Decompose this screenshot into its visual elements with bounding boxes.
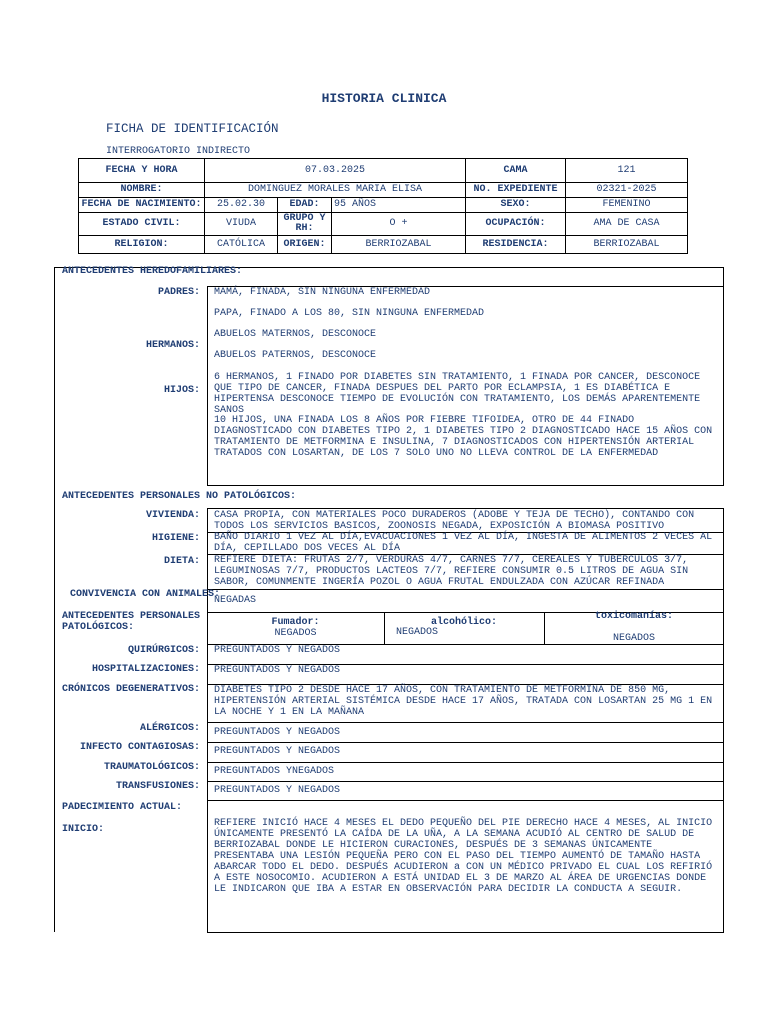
- quirurgicos-text: PREGUNTADOS Y NEGADOS: [214, 645, 341, 656]
- residencia-value: BERRIOZABAL: [566, 236, 688, 254]
- vivienda-text: CASA PROPIA, CON MATERIALES POCO DURADEROS (ADOBE Y TEJA DE TECHO), CONTANDO CON TODOS LOS SERVICIOS BASICOS, ZOONOSIS NEGADA, EXPOSICIÓN A BIOMASA POSITIVO: [214, 510, 695, 532]
- transfusiones-label: TRANSFUSIONES:: [115, 781, 200, 792]
- cronicos-label: CRÓNICOS DEGENERATIVOS:: [61, 684, 200, 695]
- form-right-border-top: [723, 267, 724, 287]
- interrogatorio-type: INTERROGATORIO INDIRECTO: [106, 146, 251, 157]
- padres-mama: MAMÁ, FINADA, SIN NINGUNA ENFERMEDAD: [214, 287, 431, 298]
- higiene-label: HIGIENE:: [151, 533, 200, 544]
- section-title-identificacion: FICHA DE IDENTIFICACIÓN: [106, 122, 279, 136]
- ocupacion-value: AMA DE CASA: [566, 213, 688, 236]
- ocupacion-label: OCUPACIÓN:: [466, 213, 566, 236]
- estado-civil-value: VIUDA: [205, 213, 278, 236]
- edad-label: EDAD:: [278, 198, 332, 213]
- sexo-value: FEMENINO: [566, 198, 688, 213]
- residencia-label: RESIDENCIA:: [466, 236, 566, 254]
- origen-value: BERRIOZABAL: [332, 236, 466, 254]
- fecha-hora-label: FECHA Y HORA: [79, 159, 205, 183]
- alcoholico-value: NEGADOS: [396, 627, 439, 638]
- padecimiento-header: PADECIMIENTO ACTUAL:: [62, 802, 183, 813]
- quirurgicos-label: QUIRÚRGICOS:: [127, 645, 200, 656]
- identification-table: [78, 158, 688, 254]
- dieta-label: DIETA:: [163, 556, 200, 567]
- hijos-label: HIJOS:: [163, 385, 200, 396]
- nacimiento-value: 25.02.30: [205, 198, 278, 213]
- grupo-rh-value: O +: [332, 213, 466, 236]
- convivencia-text: NEGADAS: [214, 595, 257, 606]
- trauma-text: PREGUNTADOS YNEGADOS: [214, 766, 335, 777]
- fecha-hora-value: 07.03.2025: [205, 159, 466, 183]
- inicio-label: INICIO:: [62, 824, 105, 835]
- cronicos-text: DIABETES TIPO 2 DESDE HACE 17 AÑOS, CON TRATAMIENTO DE METFORMINA DE 850 MG, HIPERTENSIÓN ARTERIAL SISTÉMICA DESDE HACE 17 AÑOS, TRATADA CON LOSARTAN 25 MG 1 EN LA NOCHE Y 1 EN LA MAÑANA: [214, 685, 713, 718]
- sexo-label: SEXO:: [466, 198, 566, 213]
- toxicomanias-value: NEGADOS: [612, 633, 655, 644]
- alergicos-text: PREGUNTADOS Y NEGADOS: [214, 727, 341, 738]
- cama-label: CAMA: [466, 159, 566, 183]
- expediente-value: 02321-2025: [566, 183, 688, 198]
- alcoholico-label: alcohólico:: [430, 617, 497, 628]
- abuelos-maternos: ABUELOS MATERNOS, DESCONOCE: [214, 329, 377, 340]
- fumador-label: Fumador:: [271, 617, 320, 628]
- hermanos-label: HERMANOS:: [145, 340, 200, 351]
- hospitalizaciones-text: PREGUNTADOS Y NEGADOS: [214, 665, 341, 676]
- fumador-value: NEGADOS: [274, 628, 317, 639]
- convivencia-box: [207, 589, 724, 613]
- trauma-label: TRAUMATOLÓGICOS:: [103, 762, 200, 773]
- hermanos-text: 6 HERMANOS, 1 FINADO POR DIABETES SIN TRATAMIENTO, 1 FINADA POR CANCER, DESCONOCE QUE TIPO DE CANCER, FINADA DESPUES DEL PARTO POR ECLAMPSIA, 1 ES DIABÉTICA E HIPERTENSA DESCONOCE TIEMPO DE EVOLUCIÓN CON TRATAMIENTO, LOS DEMÁS APARENTEMENTE SANOS: [214, 372, 701, 416]
- hospitalizaciones-label: HOSPITALIZACIONES:: [91, 664, 200, 675]
- no-patologicos-header: ANTECEDENTES PERSONALES NO PATOLÓGICOS:: [62, 491, 297, 502]
- convivencia-label: CONVIVENCIA CON ANIMALES:: [70, 589, 221, 600]
- inicio-text: REFIERE INICIÓ HACE 4 MESES EL DEDO PEQUEÑO DEL PIE DERECHO HACE 4 MESES, AL INICIO ÚNICAMENTE PRESENTÓ LA CAÍDA DE LA UÑA, A LA SEMANA ACUDIÓ AL CENTRO DE SALUD DE BERRIOZABAL DONDE LE HICIERON CURACIONES, DESPUÉS DE 3 SEMANAS ÚNICAMENTE PRESENTABA UNA LESIÓN PEQUEÑA PERO CON EL PASO DEL TIEMPO AUMENTÓ DE TAMAÑO HASTA ABARCAR TODO EL DEDO. DESPUÉS ACUDIERON a CON UN MÉDICO PRIVADO EL CUAL LOS REFIRIÓ A ESTE NOSOCOMIO. ACUDIERON A ESTÁ UNIDAD EL 3 DE MARZO AL ÁREA DE URGENCIAS DONDE LE INDICARON QUE IBA A ESTAR EN OBSERVACIÓN PARA DECIDIR LA CONDUCTA A SEGUIR.: [214, 818, 713, 895]
- alergicos-label: ALÉRGICOS:: [139, 723, 200, 734]
- nombre-value: DOMINGUEZ MORALES MARIA ELISA: [205, 183, 466, 198]
- expediente-label: NO. EXPEDIENTE: [466, 183, 566, 198]
- page-title: HISTORIA CLINICA: [321, 91, 447, 106]
- grupo-rh-label: GRUPO Y RH:: [278, 213, 332, 236]
- estado-civil-label: ESTADO CIVIL:: [79, 213, 205, 236]
- nacimiento-label: FECHA DE NACIMIENTO:: [79, 198, 205, 213]
- dieta-text: REFIERE DIETA: FRUTAS 2/7, VERDURAS 4/7, CARNES 7/7, CEREALES Y TUBERCULOS 3/7, LEGUMINOSAS 7/7, PRODUCTOS LACTEOS 7/7, REFIERE CONSUMIR 0.5 LITROS DE AGUA SIN SABOR, COMUNMENTE INGERÍA POZOL O AGUA FRUTAL ENDULZADA CON AZÚCAR REFINADA: [214, 555, 689, 588]
- vivienda-label: VIVIENDA:: [145, 510, 200, 521]
- toxicomanias-label: toxicomanías:: [594, 611, 673, 622]
- origen-label: ORIGEN:: [278, 236, 332, 254]
- nombre-label: NOMBRE:: [79, 183, 205, 198]
- religion-value: CATÓLICA: [205, 236, 278, 254]
- higiene-text: BAÑO DIARIO 1 VEZ AL DÍA,EVACUACIONES 1 VEZ AL DÍA, INGESTA DE ALIMENTOS 2 VECES AL DÍA, CEPILLADO DOS VECES AL DÍA: [214, 532, 713, 554]
- patologicos-header: ANTECEDENTES PERSONALES PATOLÓGICOS:: [62, 611, 201, 633]
- cama-value: 121: [566, 159, 688, 183]
- abuelos-paternos: ABUELOS PATERNOS, DESCONOCE: [214, 350, 377, 361]
- padres-label: PADRES:: [157, 287, 200, 298]
- heredofamiliares-header: ANTECEDENTES HEREDOFAMILIARES:: [62, 266, 243, 277]
- religion-label: RELIGION:: [79, 236, 205, 254]
- edad-value: 95 AÑOS: [332, 198, 466, 213]
- hijos-text: 10 HIJOS, UNA FINADA LOS 8 AÑOS POR FIEBRE TIFOIDEA, OTRO DE 44 FINADO DIAGNOSTICADO CON DIABETES TIPO 2, 1 DIABETES TIPO 2 DIAGNOSTICADO HACE 15 AÑOS CON TRATAMIENTO DE METFORMINA E INSULINA, 7 DIAGNOSTICADOS CON HIPERTENSIÓN ARTERIAL TRATADOS CON LOSARTAN, DE LOS 7 SOLO UNO NO LLEVA CONTROL DE LA ENFERMEDAD: [214, 415, 713, 459]
- padres-papa: PAPA, FINADO A LOS 80, SIN NINGUNA ENFERMEDAD: [214, 308, 485, 319]
- infecto-label: INFECTO CONTAGIOSAS:: [79, 742, 200, 753]
- transfusiones-text: PREGUNTADOS Y NEGADOS: [214, 785, 341, 796]
- form-left-border: [54, 267, 55, 932]
- infecto-text: PREGUNTADOS Y NEGADOS: [214, 746, 341, 757]
